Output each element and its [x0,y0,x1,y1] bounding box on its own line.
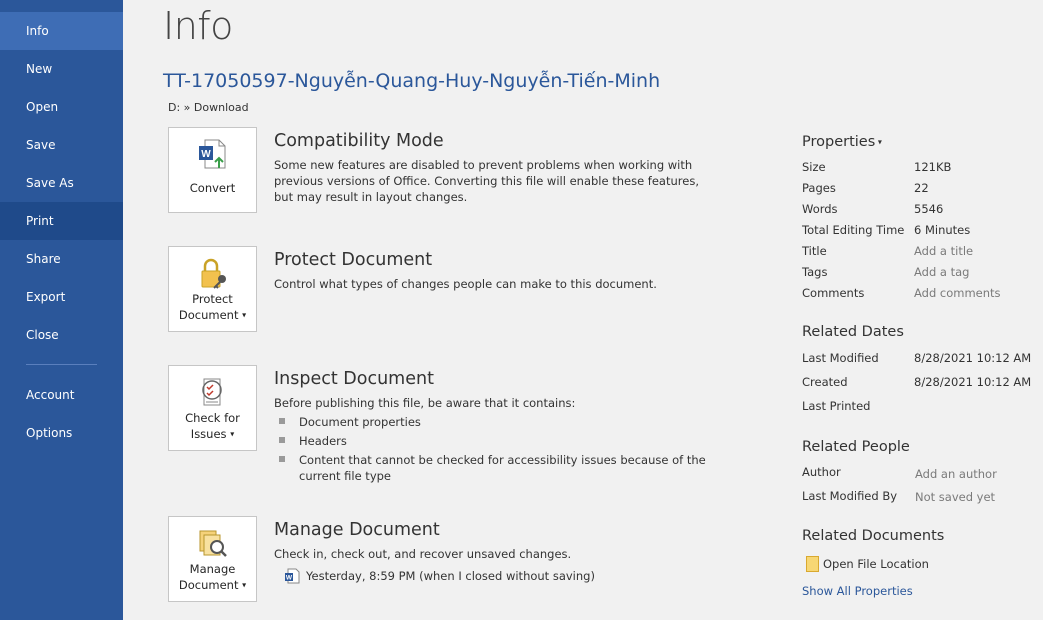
bullet-icon [279,418,285,424]
prop-value-editing-time: 6 Minutes [914,223,971,237]
people-label-last-modified-by: Last Modified By [802,489,898,503]
prop-label-comments: Comments [802,286,865,300]
compatibility-title: Compatibility Mode [274,131,444,151]
chevron-down-icon: ▾ [242,310,247,320]
manage-document-icon [197,527,229,561]
prop-value-words: 5546 [914,202,944,216]
nav-save-as[interactable]: Save As [26,176,74,190]
open-file-location-link[interactable]: Open File Location [823,557,929,571]
check-issues-label-line2: Issues ▾ [190,427,235,441]
date-label-created: Created [802,375,848,389]
tags-field[interactable]: Add a tag [914,265,970,279]
protect-label-line2: Document ▾ [178,308,247,322]
checklist-icon [197,376,229,410]
nav-divider [26,364,97,365]
bullet-icon [279,456,285,462]
inspect-item: Content that cannot be checked for accessibility issues because of the current file type [299,453,706,483]
people-label-author: Author [802,465,841,479]
prop-label-words: Words [802,202,838,216]
related-dates-heading: Related Dates [802,324,904,340]
people-value-last-modified-by: Not saved yet [915,490,996,504]
nav-close[interactable]: Close [26,328,59,342]
manage-document-button[interactable] [168,516,257,602]
comments-field[interactable]: Add comments [914,286,1001,300]
chevron-down-icon: ▾ [242,580,247,590]
nav-export[interactable]: Export [26,290,66,304]
lock-key-icon [197,257,229,291]
related-people-heading: Related People [802,439,910,455]
inspect-item: Document properties [299,415,421,429]
nav-open[interactable]: Open [26,100,59,114]
protect-description: Control what types of changes people can make to this document. [274,277,657,291]
nav-options[interactable]: Options [26,426,73,440]
backstage-sidebar [0,0,123,620]
prop-value-size: 121KB [914,160,952,174]
author-field[interactable]: Add an author [915,467,997,481]
protect-title: Protect Document [274,250,433,270]
chevron-down-icon: ▾ [230,429,235,439]
date-label-last-modified: Last Modified [802,351,879,365]
bullet-icon [279,437,285,443]
date-value-last-modified: 8/28/2021 10:12 AM [914,351,1032,365]
nav-info[interactable]: Info [0,12,123,50]
inspect-item: Headers [299,434,347,448]
nav-share[interactable]: Share [26,252,61,266]
nav-save[interactable]: Save [26,138,56,152]
chevron-down-icon: ▾ [875,137,882,147]
manage-label-line2: Document ▾ [178,578,247,592]
date-label-last-printed: Last Printed [802,399,871,413]
word-convert-icon [197,138,229,172]
inspect-description: Before publishing this file, be aware that it contains: [274,396,576,410]
unsaved-version-link[interactable]: Yesterday, 8:59 PM (when I closed without saving) [306,569,595,583]
prop-label-size: Size [802,160,826,174]
manage-label-line1: Manage [189,562,236,576]
check-for-issues-button[interactable] [168,365,257,451]
prop-label-pages: Pages [802,181,836,195]
compatibility-description: Some new features are disabled to prevent problems when working with previous versions of Office. Converting this file will enable these features, but may result in layout changes. [274,158,699,204]
show-all-properties-link[interactable]: Show All Properties [802,584,913,598]
protect-document-button[interactable] [168,246,257,332]
check-issues-label-line1: Check for [185,411,240,425]
prop-label-title: Title [802,244,827,258]
nav-print[interactable]: Print [0,202,123,240]
word-document-icon [284,568,300,584]
document-title: TT-17050597-Nguyễn-Quang-Huy-Nguyễn-Tiến-Minh [163,70,661,92]
svg-text:W: W [285,574,293,582]
prop-value-pages: 22 [914,181,929,195]
folder-icon [806,556,819,572]
manage-description: Check in, check out, and recover unsaved changes. [274,547,572,561]
nav-account[interactable]: Account [26,388,75,402]
protect-label-line1: Protect [192,292,233,306]
title-field[interactable]: Add a title [914,244,974,258]
page-title: Info [163,4,233,48]
manage-title: Manage Document [274,520,440,540]
prop-label-editing-time: Total Editing Time [802,223,905,237]
convert-label: Convert [189,181,236,195]
nav-new[interactable]: New [26,62,53,76]
properties-heading[interactable]: Properties ▾ [802,134,882,150]
convert-button[interactable] [168,127,257,213]
svg-text:W: W [201,149,211,160]
related-documents-heading: Related Documents [802,528,945,544]
inspect-title: Inspect Document [274,369,434,389]
date-value-created: 8/28/2021 10:12 AM [914,375,1032,389]
prop-label-tags: Tags [802,265,828,279]
document-path[interactable]: D: » Download [168,101,249,114]
